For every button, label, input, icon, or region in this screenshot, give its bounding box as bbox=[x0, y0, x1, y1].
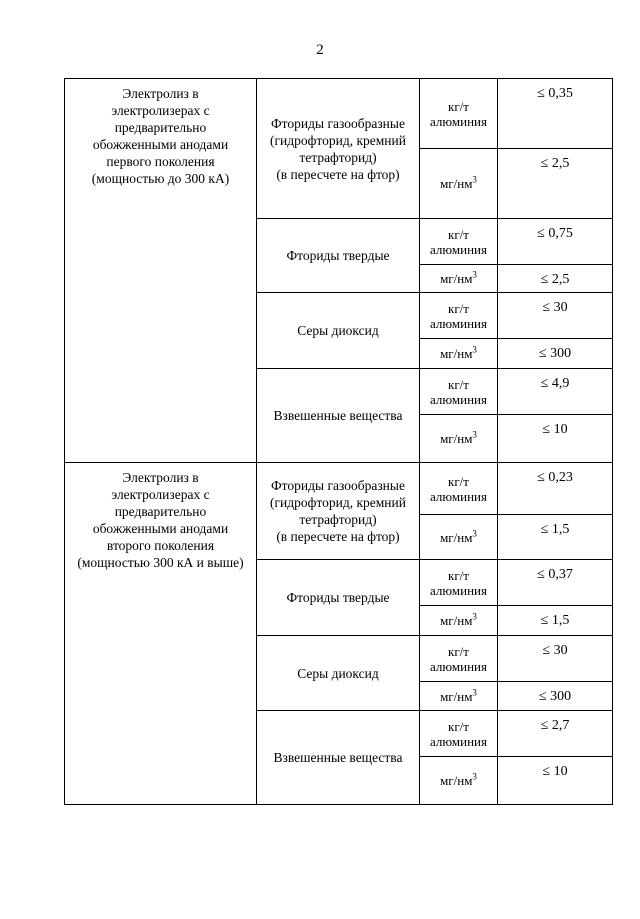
text-line: Серы диоксид bbox=[297, 323, 379, 338]
unit-exponent: 3 bbox=[472, 429, 477, 440]
page-number: 2 bbox=[316, 42, 324, 58]
substance-name-cell bbox=[257, 79, 420, 219]
text-line: тетрафторид) bbox=[299, 512, 377, 527]
text-line: электролизерах с bbox=[111, 487, 210, 502]
table-row bbox=[65, 79, 613, 149]
text-line: (гидрофторид, кремний bbox=[270, 132, 406, 148]
emissions-table bbox=[64, 78, 613, 805]
limit-value-cell: ≤ 0,35 bbox=[498, 79, 613, 149]
text-line: (гидрофторид, кремний bbox=[270, 495, 406, 510]
text-line: Взвешенные вещества bbox=[273, 750, 403, 765]
text-line: (мощностью до 300 кА) bbox=[91, 171, 230, 186]
text-line: кг/т bbox=[448, 376, 469, 392]
unit-cell bbox=[420, 606, 498, 636]
unit-exponent: 3 bbox=[472, 687, 477, 698]
text-line: электролизерах с bbox=[111, 103, 210, 118]
substance-name-cell bbox=[257, 711, 420, 805]
unit-cell bbox=[420, 463, 498, 515]
text-line: предварительно bbox=[114, 120, 207, 135]
text-line: кг/т bbox=[448, 98, 469, 114]
text-line: алюминия bbox=[430, 488, 487, 504]
unit-exponent: 3 bbox=[472, 771, 477, 782]
limit-value-cell: ≤ 10 bbox=[498, 415, 613, 463]
limit-value-cell: ≤ 1,5 bbox=[498, 606, 613, 636]
text-line: алюминия bbox=[430, 733, 487, 749]
text-line: Фториды газообразные bbox=[271, 478, 405, 493]
text-line: Серы диоксид bbox=[297, 665, 379, 681]
limit-value-cell: ≤ 1,5 bbox=[498, 515, 613, 560]
text-line: Фториды газообразные bbox=[271, 115, 405, 131]
unit-text: мг/нм bbox=[440, 431, 473, 446]
text-line: предварительно bbox=[114, 504, 207, 519]
process-name-cell bbox=[65, 79, 257, 463]
substance-name-cell bbox=[257, 293, 420, 369]
substance-name-cell bbox=[257, 463, 420, 560]
limit-value-cell: ≤ 0,37 bbox=[498, 560, 613, 606]
unit-cell bbox=[420, 515, 498, 560]
unit-cell bbox=[420, 293, 498, 339]
unit-cell bbox=[420, 711, 498, 757]
substance-name-cell bbox=[257, 219, 420, 293]
limit-value-cell: ≤ 300 bbox=[498, 339, 613, 369]
substance-name-cell bbox=[257, 636, 420, 711]
unit-cell bbox=[420, 219, 498, 265]
process-name-cell bbox=[65, 463, 257, 805]
limit-value-cell: ≤ 30 bbox=[498, 293, 613, 339]
substance-name-cell bbox=[257, 560, 420, 636]
unit-text: мг/нм bbox=[440, 271, 473, 286]
limit-value-cell: ≤ 10 bbox=[498, 757, 613, 805]
text-line: (мощностью 300 кА и выше) bbox=[77, 555, 244, 570]
unit-cell bbox=[420, 682, 498, 711]
text-line: обожженными анодами bbox=[92, 521, 229, 536]
unit-cell bbox=[420, 369, 498, 415]
text-line: алюминия bbox=[430, 315, 487, 331]
text-line: Взвешенные вещества bbox=[273, 408, 403, 423]
unit-exponent: 3 bbox=[472, 174, 477, 185]
limit-value-cell: ≤ 300 bbox=[498, 682, 613, 711]
text-line: обожженными анодами bbox=[92, 137, 229, 152]
unit-text: мг/нм bbox=[440, 773, 473, 788]
limit-value-cell: ≤ 2,5 bbox=[498, 149, 613, 219]
limit-value-cell: ≤ 4,9 bbox=[498, 369, 613, 415]
table-row bbox=[65, 463, 613, 515]
unit-text: мг/нм bbox=[440, 176, 473, 191]
unit-text: мг/нм bbox=[440, 529, 473, 545]
unit-text: мг/нм bbox=[440, 346, 473, 361]
text-line: кг/т bbox=[448, 473, 469, 489]
text-line: Электролиз в bbox=[122, 86, 199, 101]
unit-cell bbox=[420, 339, 498, 369]
substance-name-cell bbox=[257, 369, 420, 463]
unit-exponent: 3 bbox=[472, 528, 477, 539]
text-line: второго поколения bbox=[106, 538, 215, 553]
text-line: Фториды твердые bbox=[286, 248, 390, 263]
unit-cell bbox=[420, 636, 498, 682]
limit-value-cell: ≤ 0,23 bbox=[498, 463, 613, 515]
text-line: кг/т bbox=[448, 226, 469, 242]
text-line: алюминия bbox=[430, 658, 487, 674]
unit-cell bbox=[420, 560, 498, 606]
limit-value-cell: ≤ 0,75 bbox=[498, 219, 613, 265]
text-line: кг/т bbox=[448, 643, 469, 659]
text-line: кг/т bbox=[448, 718, 469, 734]
unit-cell bbox=[420, 79, 498, 149]
limit-value-cell: ≤ 2,7 bbox=[498, 711, 613, 757]
unit-cell bbox=[420, 265, 498, 293]
limit-value-cell: ≤ 2,5 bbox=[498, 265, 613, 293]
text-line: (в пересчете на фтор) bbox=[276, 166, 400, 182]
text-line: алюминия bbox=[430, 391, 487, 407]
text-line: кг/т bbox=[448, 567, 469, 583]
unit-text: мг/нм bbox=[440, 688, 473, 704]
text-line: кг/т bbox=[448, 300, 469, 316]
limit-value-cell: ≤ 30 bbox=[498, 636, 613, 682]
text-line: первого поколения bbox=[106, 154, 215, 169]
text-line: (в пересчете на фтор) bbox=[276, 529, 400, 544]
text-line: алюминия bbox=[430, 113, 487, 129]
unit-exponent: 3 bbox=[472, 611, 477, 622]
unit-cell bbox=[420, 149, 498, 219]
unit-cell bbox=[420, 757, 498, 805]
unit-text: мг/нм bbox=[440, 613, 473, 628]
unit-cell bbox=[420, 415, 498, 463]
text-line: алюминия bbox=[430, 241, 487, 257]
unit-exponent: 3 bbox=[472, 344, 477, 355]
unit-exponent: 3 bbox=[472, 269, 477, 280]
text-line: тетрафторид) bbox=[299, 149, 377, 165]
text-line: алюминия bbox=[430, 582, 487, 598]
text-line: Электролиз в bbox=[122, 470, 199, 485]
text-line: Фториды твердые bbox=[286, 590, 390, 605]
